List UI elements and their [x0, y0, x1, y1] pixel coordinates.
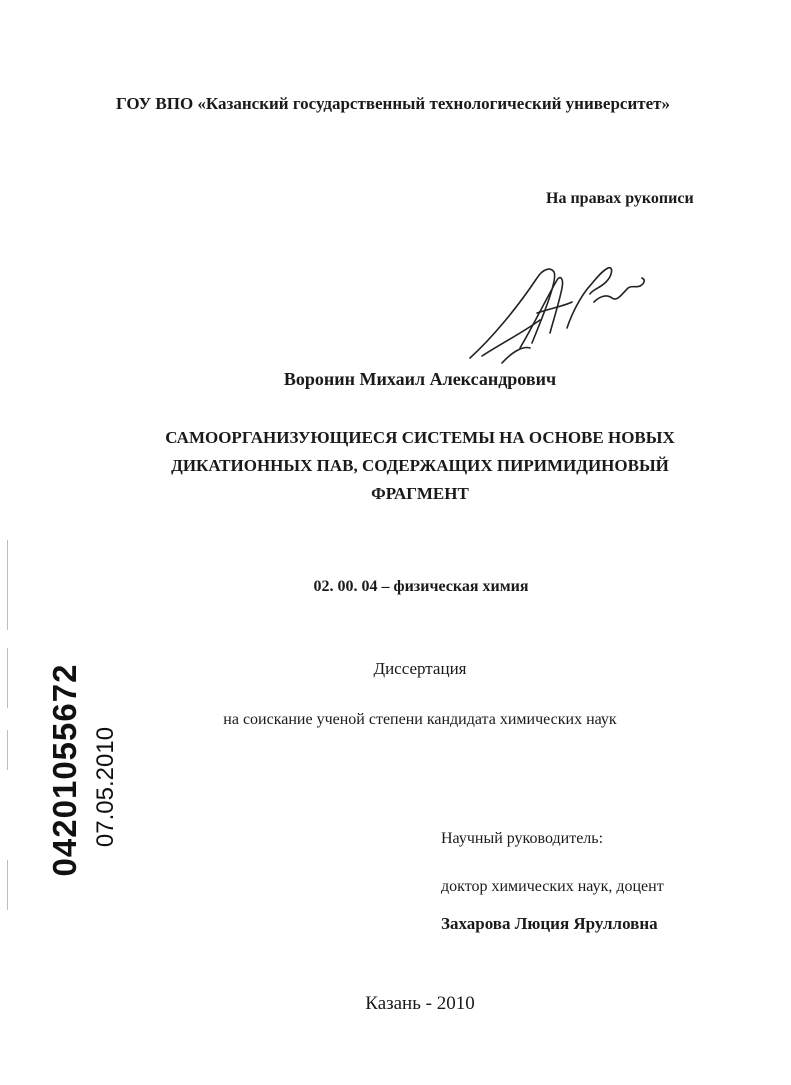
page-edge-mark: [7, 540, 8, 630]
title-line: ДИКАТИОННЫХ ПАВ, СОДЕРЖАЩИХ ПИРИМИДИНОВЫЙ: [171, 456, 669, 475]
institution-header: ГОУ ВПО «Казанский государственный технологический университет»: [116, 94, 671, 113]
signature-icon: [462, 258, 652, 368]
supervisor-name: Захарова Люция Ярулловна: [441, 914, 658, 933]
page-edge-mark: [7, 860, 8, 910]
title-line: ФРАГМЕНТ: [371, 484, 469, 503]
library-stamp-date: 07.05.2010: [92, 726, 119, 848]
degree-line: на соискание ученой степени кандидата химических наук: [223, 711, 617, 728]
dissertation-title: [120, 424, 720, 508]
library-stamp-code: 04201055672: [46, 663, 83, 877]
dissertation-label: Диссертация: [373, 659, 467, 678]
manuscript-rights-note: На правах рукописи: [546, 190, 694, 207]
page-edge-mark: [7, 730, 8, 770]
supervisor-degree: доктор химических наук, доцент: [441, 878, 664, 895]
city-year: Казань - 2010: [365, 993, 475, 1014]
supervisor-label: Научный руководитель:: [441, 830, 604, 847]
specialty-code: 02. 00. 04 – физическая химия: [313, 578, 529, 595]
author-name: Воронин Михаил Александрович: [283, 369, 557, 389]
page-edge-mark: [7, 648, 8, 708]
title-line: САМООРГАНИЗУЮЩИЕСЯ СИСТЕМЫ НА ОСНОВЕ НОВЫХ: [165, 428, 675, 447]
